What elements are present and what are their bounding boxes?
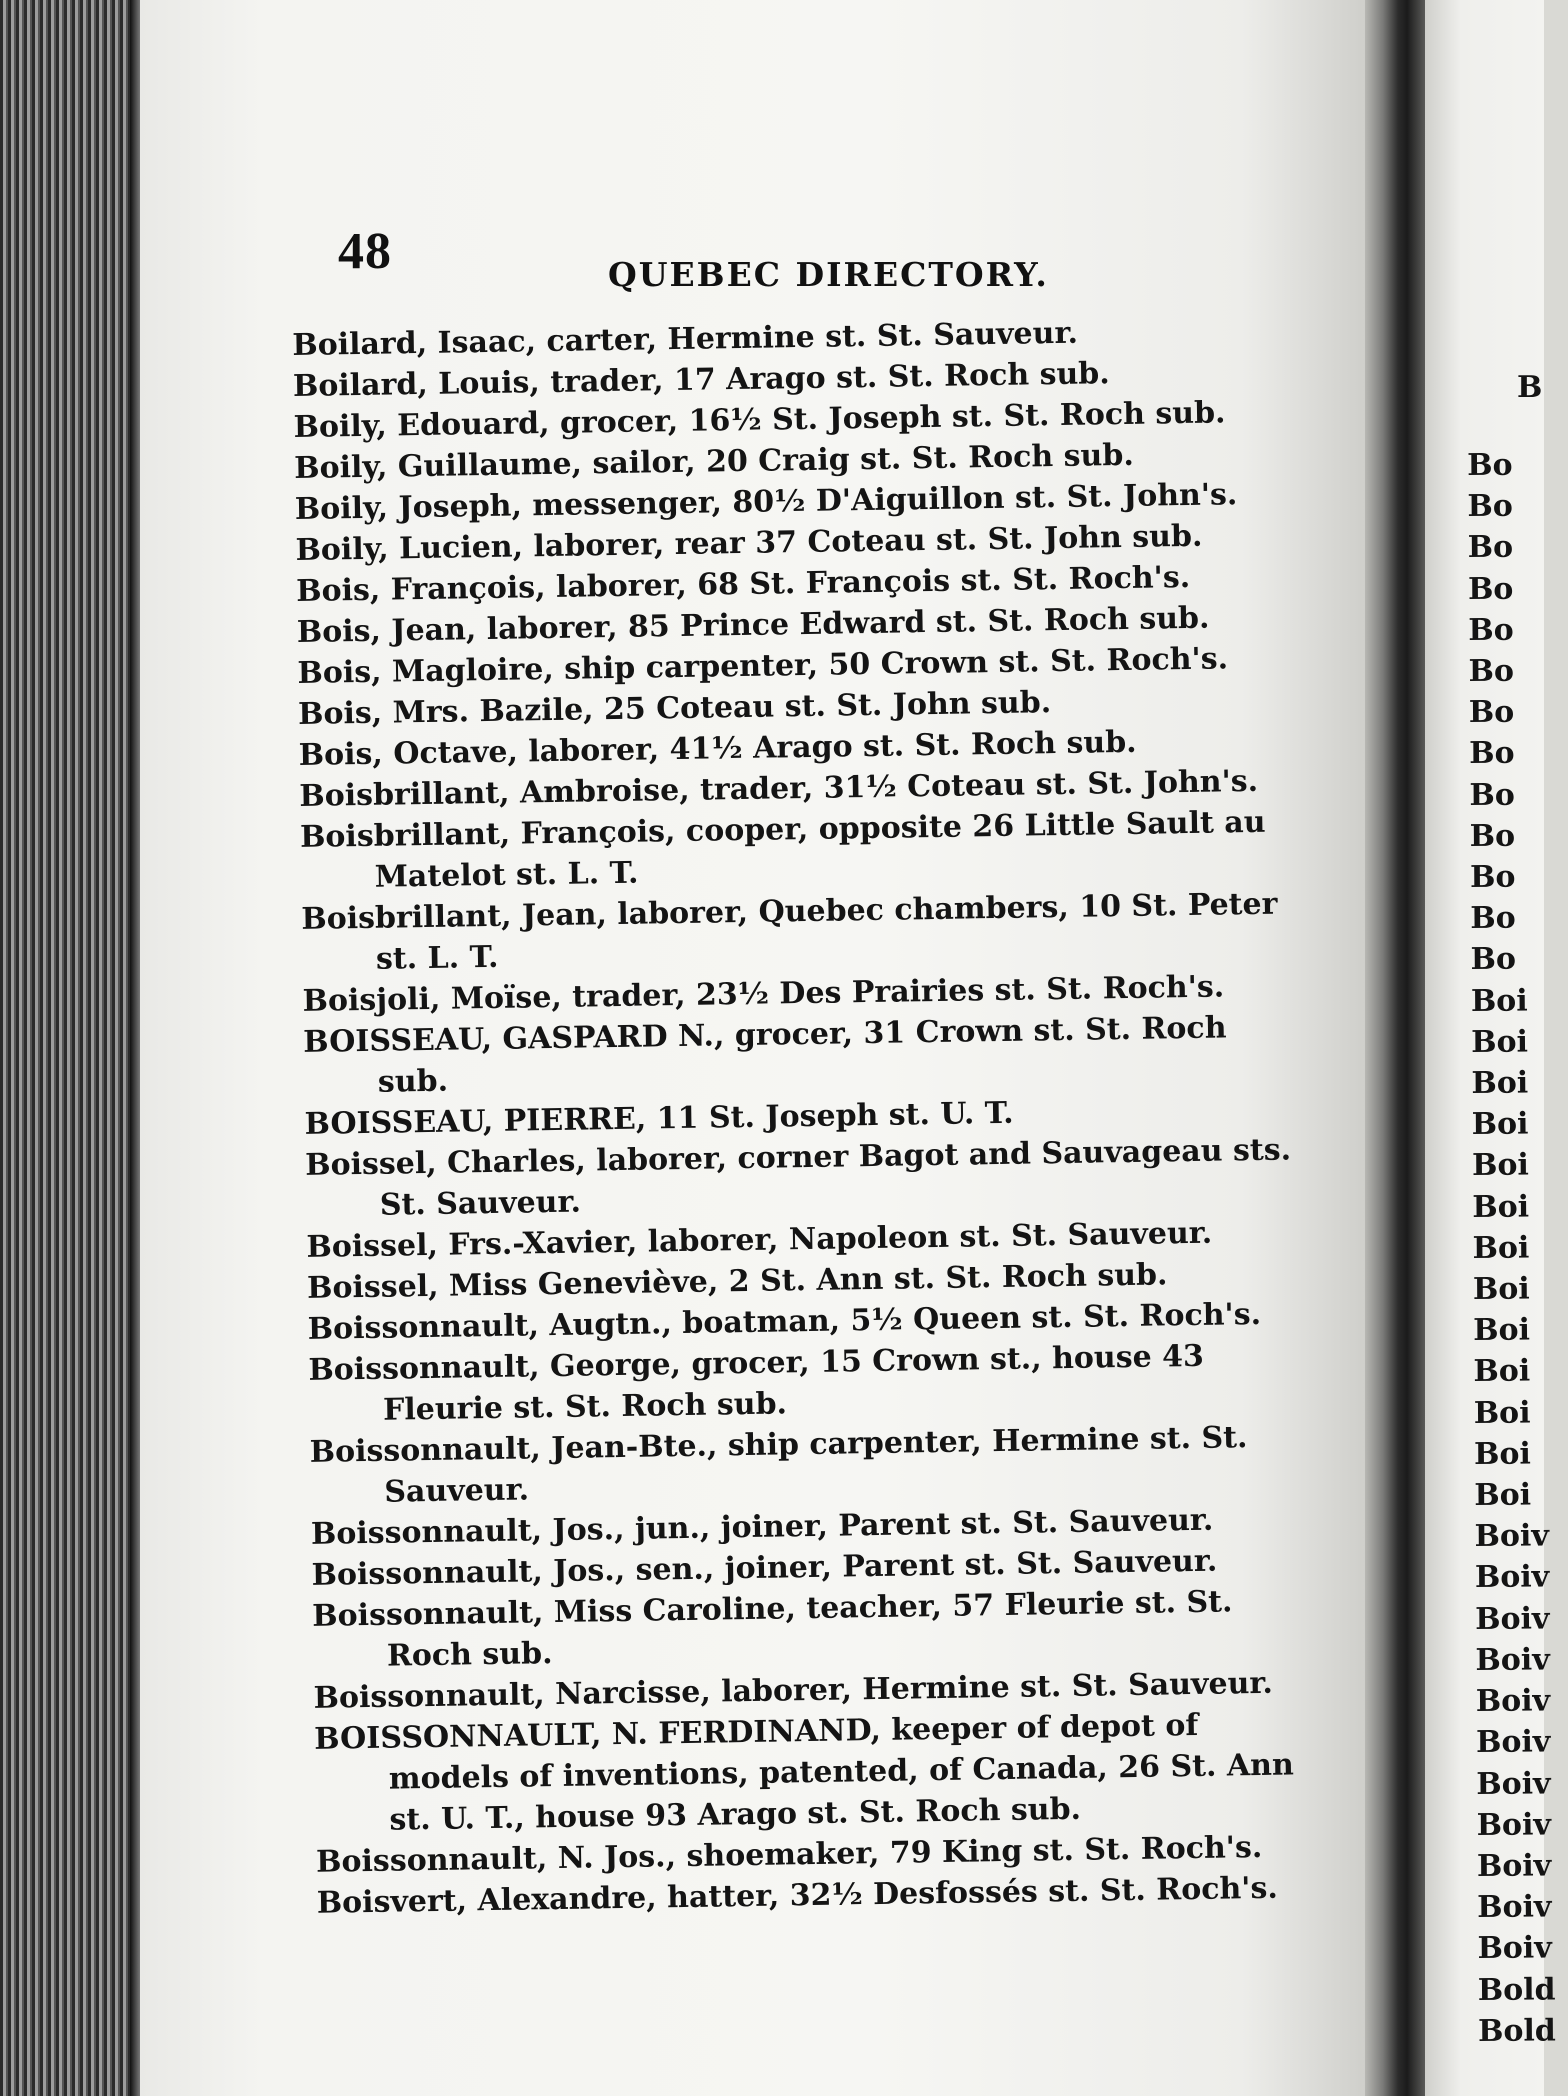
directory-entry: Boisjoli, Moïse, trader, 23½ Des Prairies st. St. Roch's. (302, 969, 1225, 1019)
directory-entry: Boissonnault, Jos., sen., joiner, Parent st. St. Sauveur. (311, 1543, 1218, 1593)
directory-entry: Boissel, Charles, laborer, corner Bagot and Sauvageau sts. St. Sauveur. (304, 1132, 1292, 1223)
directory-entry: Boissonnault, Augtn., boatman, 5½ Queen st. St. Roch's. (307, 1296, 1262, 1347)
directory-entry: Boily, Lucien, laborer, rear 37 Coteau st. St. John sub. (295, 518, 1203, 568)
directory-entry: Boily, Guillaume, sailor, 20 Craig st. St. Roch sub. (293, 437, 1135, 486)
right-page-fragment: Boi (1472, 1230, 1530, 1266)
directory-entry: Boissonnault, Narcisse, laborer, Hermine st. St. Sauveur. (313, 1665, 1274, 1716)
right-page-fragment: Bold (1477, 2013, 1556, 2049)
right-page-fragment: Boi (1472, 1189, 1530, 1225)
directory-entry: Boilard, Isaac, carter, Hermine st. St. Sauveur. (292, 315, 1079, 363)
directory-entry: BOISSEAU, GASPARD N., grocer, 31 Crown st. St. Roch sub. (302, 1010, 1227, 1100)
right-page-fragment: Boi (1473, 1436, 1531, 1472)
right-page-fragment: Bo (1469, 818, 1516, 854)
right-page-fragment: Bold (1477, 1971, 1556, 2008)
directory-entry: Boissonnault, Jos., jun., joiner, Parent st. St. Sauveur. (310, 1502, 1214, 1552)
directory-entry: Boilard, Louis, trader, 17 Arago st. St. Roch sub. (292, 356, 1110, 404)
directory-entry: Boisbrillant, Ambroise, trader, 31½ Coteau st. St. John's. (299, 763, 1259, 814)
right-page-fragment: Boiv (1476, 1848, 1552, 1884)
right-page-fragment: Boi (1473, 1312, 1531, 1349)
right-page-fragment: Boi (1471, 1024, 1529, 1060)
directory-entry: Bois, Octave, laborer, 41½ Arago st. St. Roch sub. (298, 724, 1137, 773)
directory-entry: Boissel, Frs.-Xavier, laborer, Napoleon st. St. Sauveur. (306, 1215, 1213, 1265)
right-page-fragment: Bo (1467, 447, 1513, 483)
right-page-fragment: Boi (1473, 1395, 1531, 1431)
directory-entry: BOISSEAU, PIERRE, 11 St. Joseph st. U. T. (304, 1095, 1014, 1142)
right-page-fragment: Boiv (1476, 1807, 1551, 1843)
directory-entry: BOISSONNAULT, N. FERDINAND, keeper of depot of models of inventions, patented, of Canada, 26 St. Ann st. U. T., house 93 Arago st. St. Roch sub. (313, 1707, 1295, 1838)
right-page-fragment: Boiv (1475, 1601, 1550, 1637)
directory-entry: Boissonnault, Miss Caroline, teacher, 57 Fleurie st. St. Roch sub. (312, 1584, 1233, 1674)
right-page-fragment: Bo (1467, 530, 1514, 566)
directory-entry: Boisvert, Alexandre, hatter, 32½ Desfossés st. St. Roch's. (316, 1870, 1279, 1921)
directory-entry: Boisbrillant, Jean, laborer, Quebec chambers, 10 St. Peter st. L. T. (301, 886, 1278, 977)
right-page-fragment: Boiv (1477, 1889, 1552, 1926)
right-page-fragment: Bo (1469, 736, 1515, 772)
right-page-fragment: Boi (1471, 1065, 1529, 1102)
right-page-fragment: Bo (1467, 488, 1513, 525)
right-page-fragments (1467, 444, 1568, 2052)
right-page-head: B (1517, 370, 1543, 405)
right-page-fragment: Boiv (1474, 1518, 1549, 1555)
directory-entry: Boissonnault, George, grocer, 15 Crown st., house 43 Fleurie st. St. Roch sub. (308, 1338, 1205, 1428)
directory-entry: Boissonnault, N. Jos., shoemaker, 79 King st. St. Roch's. (315, 1829, 1263, 1880)
right-page-fragment: Boiv (1476, 1765, 1551, 1802)
directory-entries (292, 309, 1317, 1924)
book-gutter (1365, 0, 1425, 2096)
directory-entry: Bois, Magloire, ship carpenter, 50 Crown st. St. Roch's. (297, 641, 1229, 691)
directory-entry: Boisbrillant, François, cooper, opposite 26 Little Sault au Matelot st. L. T. (299, 804, 1266, 895)
right-page-fragment: Boi (1472, 1271, 1530, 1308)
right-page-fragment: Bo (1470, 942, 1517, 978)
right-page-fragment: Boiv (1475, 1683, 1551, 1720)
right-page-fragment: Bo (1468, 612, 1514, 648)
right-page-fragment: Boiv (1475, 1724, 1551, 1761)
directory-entry: Boissonnault, Jean-Bte., ship carpenter, Hermine st. St. Sauveur. (309, 1420, 1248, 1510)
right-page-fragment: Bo (1467, 571, 1514, 607)
right-page-fragment: Bo (1469, 777, 1515, 813)
right-page-fragment: Bo (1468, 653, 1515, 690)
right-page-fragment: Boiv (1475, 1642, 1550, 1678)
right-page-fragment: Boi (1474, 1477, 1532, 1514)
right-page-fragment: Bo (1470, 900, 1516, 937)
right-page-fragment: Bo (1468, 694, 1515, 731)
right-page-fragment: Boi (1470, 983, 1528, 1019)
right-page-fragment: Boi (1473, 1354, 1531, 1390)
directory-entry: Bois, Mrs. Bazile, 25 Coteau st. St. John sub. (297, 685, 1052, 732)
right-page-fragment: Boiv (1477, 1930, 1552, 1967)
page-number: 48 (338, 223, 392, 280)
directory-entry: Boily, Edouard, grocer, 16½ St. Joseph st. St. Roch sub. (293, 395, 1226, 445)
right-page-fragment: Bo (1469, 859, 1516, 896)
right-page-fragment: Boiv (1474, 1559, 1550, 1596)
directory-entry: Bois, François, laborer, 68 St. François st. St. Roch's. (295, 559, 1191, 609)
page-edges (0, 0, 140, 2096)
directory-entry: Bois, Jean, laborer, 85 Prince Edward st. St. Roch sub. (296, 600, 1210, 650)
directory-entry: Boily, Joseph, messenger, 80½ D'Aiguillon st. St. John's. (294, 477, 1238, 527)
running-head: QUEBEC DIRECTORY. (608, 255, 1049, 294)
right-page-fragment: Boi (1471, 1106, 1529, 1143)
right-page-fragment: Boi (1471, 1148, 1529, 1184)
directory-entry: Boissel, Miss Geneviève, 2 St. Ann st. St. Roch sub. (306, 1257, 1168, 1306)
